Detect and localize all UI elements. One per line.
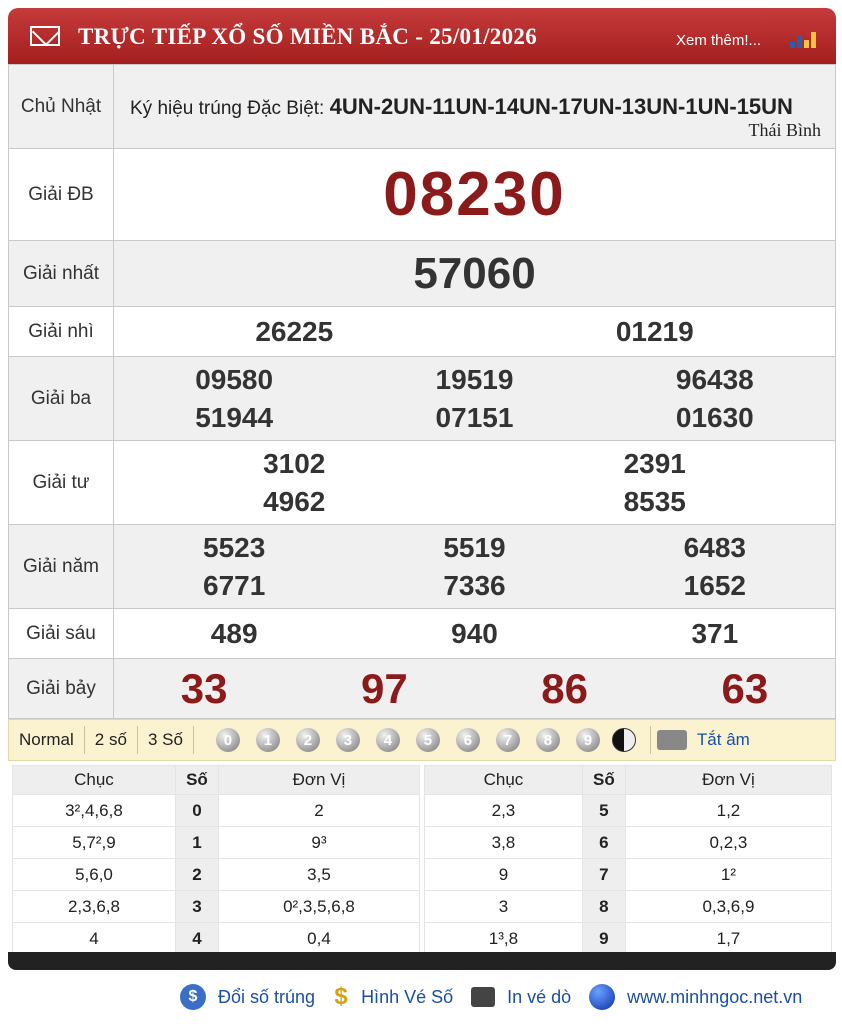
chuc-cell: 2,3 (425, 795, 583, 827)
donvi-cell: 0,2,3 (625, 827, 831, 859)
col-header-donvi: Đơn Vị (625, 766, 831, 795)
prize-label-tu: Giải tư (9, 441, 114, 525)
col-header-chuc: Chục (425, 766, 583, 795)
prize-number: 5523 (203, 531, 266, 563)
prize-number: 51944 (195, 401, 274, 433)
prize-row-db (9, 149, 836, 241)
prize-number: 6771 (203, 569, 266, 601)
table-row (13, 923, 420, 955)
prize-number: 1652 (683, 569, 746, 601)
table-row (425, 859, 832, 891)
digit-4-button[interactable]: 4 (376, 728, 400, 752)
digit-9-button[interactable]: 9 (576, 728, 600, 752)
prize-number: 489 (210, 617, 258, 649)
donvi-cell: 0,3,6,9 (625, 891, 831, 923)
prize-number: 08230 (383, 160, 566, 229)
ticket-image-label: Hình Vé Số (361, 986, 454, 1007)
so-cell: 7 (582, 859, 625, 891)
print-label: In vé dò (507, 986, 572, 1007)
prize-number: 86 (541, 664, 588, 712)
prize-number: 8535 (623, 485, 686, 517)
so-cell: 5 (582, 795, 625, 827)
prize-label-bay: Giải bảy (9, 659, 114, 719)
donvi-cell: 1,7 (625, 923, 831, 955)
bottom-bar (8, 952, 836, 970)
so-cell: 0 (175, 795, 218, 827)
results-table (8, 64, 836, 719)
chuc-cell: 5,7²,9 (13, 827, 176, 859)
chuc-cell: 4 (13, 923, 176, 955)
change-number-label: Đổi số trúng (218, 986, 316, 1007)
prize-row-tu (9, 441, 836, 525)
prize-label-nam: Giải năm (9, 525, 114, 609)
table-row (13, 891, 420, 923)
digit-1-button[interactable]: 1 (256, 728, 280, 752)
page-title: TRỰC TIẾP XỔ SỐ MIỀN BẮC - 25/01/2026 (78, 24, 538, 49)
donvi-cell: 1,2 (625, 795, 831, 827)
table-row (425, 827, 832, 859)
prize-number: 371 (691, 617, 739, 649)
prize-number: 33 (180, 664, 228, 712)
table-row (425, 891, 832, 923)
col-header-chuc: Chục (13, 766, 176, 795)
donvi-cell: 3,5 (218, 859, 419, 891)
col-header-so: Số (582, 766, 625, 795)
change-number-link[interactable] (180, 984, 315, 1010)
chuc-cell: 2,3,6,8 (13, 891, 176, 923)
mode-normal-button[interactable]: Normal (9, 726, 85, 754)
prize-number: 96438 (675, 363, 754, 395)
dollar-icon: $ (334, 983, 348, 1010)
see-more-link[interactable]: Xem thêm!... (676, 32, 762, 49)
prize-row-nhat (9, 241, 836, 307)
donvi-cell: 2 (218, 795, 419, 827)
results-panel (8, 8, 836, 955)
mode-2so-button[interactable]: 2 số (85, 726, 138, 754)
table-row (13, 827, 420, 859)
globe-icon (589, 984, 615, 1010)
mute-button[interactable] (657, 730, 750, 750)
province-label: Thái Bình (748, 120, 821, 140)
table-row (13, 795, 420, 827)
col-header-so: Số (175, 766, 218, 795)
prize-number: 01630 (675, 401, 754, 433)
loto-table-right (424, 765, 832, 955)
chart-icon[interactable] (788, 30, 818, 48)
prize-row-sau (9, 609, 836, 659)
prize-number: 07151 (435, 401, 514, 433)
info-row (9, 65, 836, 149)
donvi-cell: 1² (625, 859, 831, 891)
digit-7-button[interactable]: 7 (496, 728, 520, 752)
prize-label-nhi: Giải nhì (9, 307, 114, 357)
prize-label-db: Giải ĐB (9, 149, 114, 241)
header-bar (8, 8, 836, 64)
prize-row-ba (9, 357, 836, 441)
print-link[interactable] (471, 987, 571, 1008)
so-cell: 2 (175, 859, 218, 891)
prize-number: 2391 (623, 447, 686, 479)
chuc-cell: 9 (425, 859, 583, 891)
chuc-cell: 1³,8 (425, 923, 583, 955)
prize-label-ba: Giải ba (9, 357, 114, 441)
prize-number: 5519 (443, 531, 506, 563)
loto-toolbar (8, 719, 836, 761)
prize-label-sau: Giải sáu (9, 609, 114, 659)
yin-yang-icon[interactable] (612, 728, 636, 752)
donvi-cell: 9³ (218, 827, 419, 859)
ticket-image-link[interactable] (333, 984, 453, 1010)
special-code-value: 4UN-2UN-11UN-14UN-17UN-13UN-1UN-15UN (329, 93, 793, 119)
chuc-cell: 5,6,0 (13, 859, 176, 891)
prize-number: 57060 (413, 248, 536, 298)
digit-0-button[interactable]: 0 (216, 728, 240, 752)
special-code-label: Ký hiệu trúng Đặc Biệt: (130, 97, 325, 119)
prize-number: 01219 (615, 315, 694, 347)
mode-3so-button[interactable]: 3 Số (138, 726, 194, 754)
so-cell: 9 (582, 923, 625, 955)
toolbar-divider (650, 726, 651, 754)
chuc-cell: 3²,4,6,8 (13, 795, 176, 827)
so-cell: 1 (175, 827, 218, 859)
prize-row-bay (9, 659, 836, 719)
prize-number: 4962 (263, 485, 326, 517)
prize-number: 19519 (435, 363, 514, 395)
so-cell: 8 (582, 891, 625, 923)
printer-icon (471, 987, 495, 1007)
table-row (425, 795, 832, 827)
chuc-cell: 3,8 (425, 827, 583, 859)
prize-number: 6483 (683, 531, 746, 563)
digit-5-button[interactable]: 5 (416, 728, 440, 752)
speaker-icon (657, 730, 687, 750)
prize-number: 63 (721, 664, 769, 712)
site-label: www.minhngoc.net.vn (627, 986, 803, 1007)
table-row (425, 923, 832, 955)
prize-number: 97 (361, 664, 408, 712)
prize-row-nam (9, 525, 836, 609)
so-cell: 4 (175, 923, 218, 955)
digit-8-button[interactable]: 8 (536, 728, 560, 752)
loto-tables (8, 765, 836, 955)
digit-3-button[interactable]: 3 (336, 728, 360, 752)
day-label: Chủ Nhật (9, 65, 114, 149)
loto-table-left (12, 765, 420, 955)
digit-6-button[interactable]: 6 (456, 728, 480, 752)
chuc-cell: 3 (425, 891, 583, 923)
col-header-donvi: Đơn Vị (218, 766, 419, 795)
dollar-circle-icon: $ (180, 984, 206, 1010)
prize-number: 940 (451, 617, 498, 649)
prize-row-nhi (9, 307, 836, 357)
site-link[interactable] (589, 984, 802, 1010)
footer-links (180, 984, 820, 1010)
so-cell: 3 (175, 891, 218, 923)
prize-number: 26225 (255, 315, 334, 347)
table-row (13, 859, 420, 891)
mail-icon (30, 26, 60, 46)
donvi-cell: 0²,3,5,6,8 (218, 891, 419, 923)
prize-number: 09580 (195, 363, 274, 395)
special-code-cell (114, 65, 836, 149)
prize-label-nhat: Giải nhất (9, 241, 114, 307)
mute-label: Tắt âm (696, 730, 750, 749)
prize-number: 3102 (263, 447, 326, 479)
so-cell: 6 (582, 827, 625, 859)
prize-number: 7336 (443, 569, 506, 601)
digit-2-button[interactable]: 2 (296, 728, 320, 752)
donvi-cell: 0,4 (218, 923, 419, 955)
